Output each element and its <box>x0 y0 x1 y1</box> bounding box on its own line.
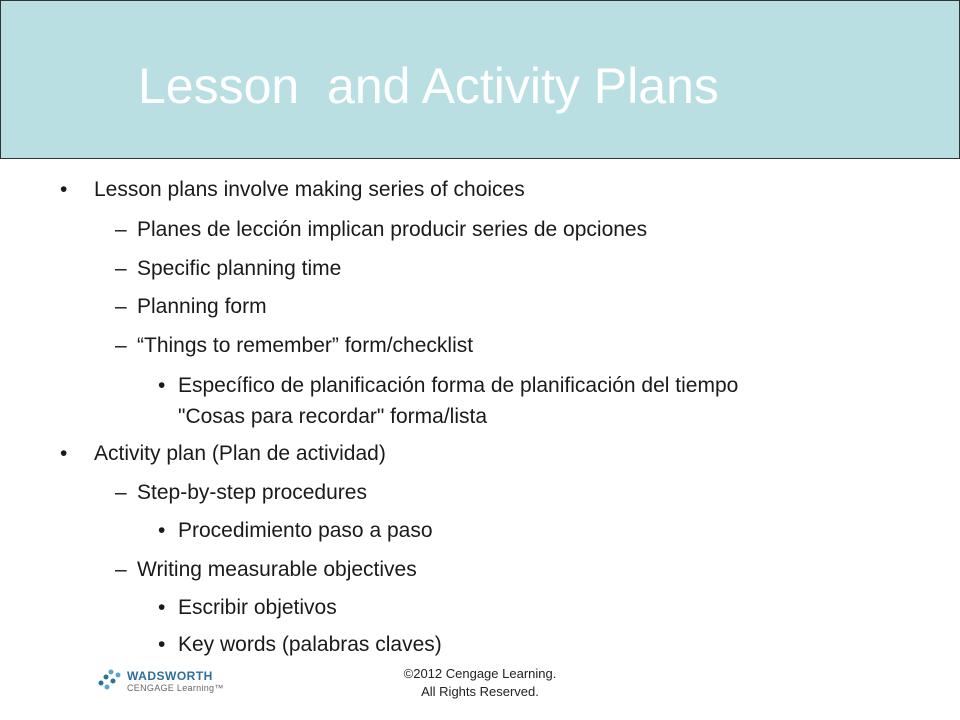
bullet-marker: • <box>158 519 166 542</box>
sub-bullet-planning-form: Planning form <box>137 295 267 318</box>
sub-bullet-planning-time: Specific planning time <box>137 257 342 280</box>
sub-sub-bullet-escribir: Escribir objetivos <box>178 596 337 619</box>
sub-bullet-step-by-step: Step-by-step procedures <box>137 481 367 504</box>
copyright-notice <box>370 665 590 701</box>
wadsworth-logo <box>97 667 224 697</box>
sub-bullet-measurable-objectives: Writing measurable objectives <box>137 558 417 581</box>
dash-marker: – <box>115 257 127 280</box>
bullet-activity-plan: Activity plan (Plan de actividad) <box>94 442 386 465</box>
bullet-marker: • <box>60 178 68 201</box>
bullet-lesson-plans: Lesson plans involve making series of choices <box>94 178 525 201</box>
sub-bullet-things-to-remember: “Things to remember” form/checklist <box>137 334 474 357</box>
logo-wadsworth-text: WADSWORTH <box>127 669 213 683</box>
dash-marker: – <box>115 334 127 357</box>
sub-sub-bullet-especifico: Específico de planificación forma de planificación del tiempo <box>178 374 739 397</box>
sub-sub-bullet-key-words: Key words (palabras claves) <box>178 633 442 656</box>
logo-cengage-text: CENGAGE Learning™ <box>127 683 224 693</box>
dash-marker: – <box>115 218 127 241</box>
sub-sub-bullet-cosas: "Cosas para recordar" forma/lista <box>178 405 488 428</box>
dash-marker: – <box>115 295 127 318</box>
dash-marker: – <box>115 558 127 581</box>
sub-bullet-planes: Planes de lección implican producir series de opciones <box>137 218 648 241</box>
bullet-marker: • <box>158 374 166 397</box>
bullet-marker: • <box>158 596 166 619</box>
cengage-dots-icon <box>97 667 123 693</box>
bullet-marker: • <box>60 442 68 465</box>
copyright-line-2: All Rights Reserved. <box>421 684 539 699</box>
bullet-marker: • <box>158 633 166 656</box>
dash-marker: – <box>115 481 127 504</box>
copyright-line-1: ©2012 Cengage Learning. <box>403 666 557 681</box>
sub-sub-bullet-procedimiento: Procedimiento paso a paso <box>178 519 433 542</box>
slide-title: Lesson and Activity Plans <box>138 58 719 114</box>
title-banner <box>0 0 960 159</box>
